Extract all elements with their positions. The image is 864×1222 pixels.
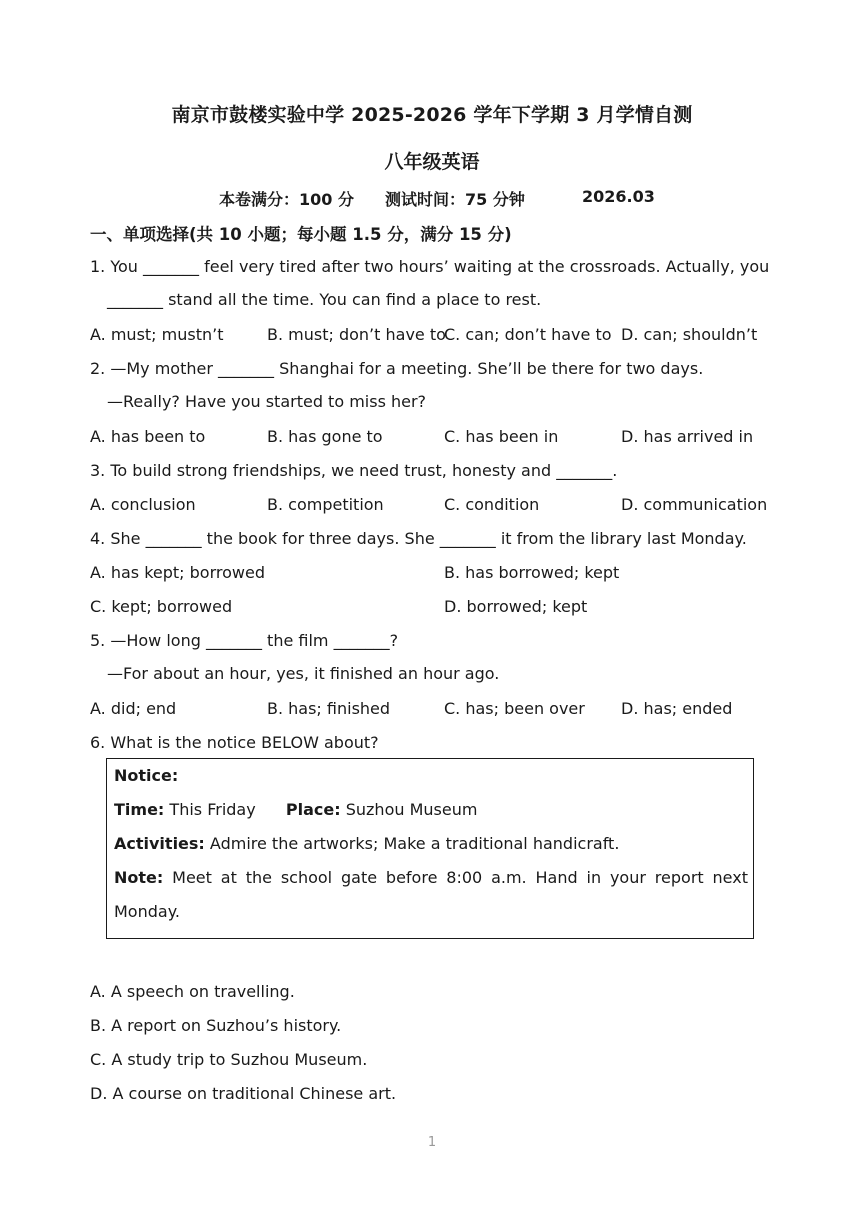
note-word: a.m.	[491, 868, 527, 887]
note-word: the	[245, 868, 272, 887]
notice-time-place	[114, 800, 477, 819]
section-heading: 一、单项选择(共 10 小题；每小题 1.5 分，满分 15 分)	[90, 225, 512, 244]
exam-subtitle: 八年级英语	[384, 151, 480, 173]
notice-note-line2: Monday.	[114, 902, 180, 921]
note-word: your	[609, 868, 646, 887]
note-word: next	[712, 868, 748, 887]
q4-option-a[interactable]: A. has kept; borrowed	[90, 563, 265, 582]
q5-stem-line1: 5. —How long _______ the film _______?	[90, 631, 399, 650]
notice-activities-label: Activities:	[114, 834, 205, 853]
q1-option-d[interactable]: D. can; shouldn’t	[621, 325, 758, 344]
q2-option-d[interactable]: D. has arrived in	[621, 427, 754, 446]
q4-option-c[interactable]: C. kept; borrowed	[90, 597, 233, 616]
page-number: 1	[427, 1135, 437, 1150]
note-word: Hand	[535, 868, 578, 887]
note-word: in	[586, 868, 602, 887]
note-word: report	[654, 868, 704, 887]
note-word: school	[280, 868, 333, 887]
notice-note-line1	[114, 868, 748, 887]
q1-option-a[interactable]: A. must; mustn’t	[90, 325, 224, 344]
q6-option-d[interactable]: D. A course on traditional Chinese art.	[90, 1084, 397, 1103]
test-time: 测试时间：75 分钟	[385, 190, 525, 209]
exam-date: 2026.03	[582, 187, 655, 206]
q5-option-a[interactable]: A. did; end	[90, 699, 177, 718]
q5-option-d[interactable]: D. has; ended	[621, 699, 733, 718]
q6-option-c[interactable]: C. A study trip to Suzhou Museum.	[90, 1050, 368, 1069]
notice-activities-value: Admire the artworks; Make a traditional handicraft.	[209, 834, 620, 853]
q2-stem-line1: 2. —My mother _______ Shanghai for a meeting. She’ll be there for two days.	[90, 359, 704, 378]
q5-option-b[interactable]: B. has; finished	[267, 699, 391, 718]
notice-time-label: Time:	[114, 800, 165, 819]
note-word: gate	[340, 868, 378, 887]
notice-place-value: Suzhou Museum	[345, 800, 478, 819]
q1-stem-line1: 1. You _______ feel very tired after two hours’ waiting at the crossroads. Actually, you	[90, 257, 770, 276]
full-score: 本卷满分：100 分	[219, 190, 354, 209]
q2-option-b[interactable]: B. has gone to	[267, 427, 383, 446]
note-word: before	[385, 868, 438, 887]
q6-option-a[interactable]: A. A speech on travelling.	[90, 982, 295, 1001]
q2-stem-line2: —Really? Have you started to miss her?	[107, 392, 427, 411]
notice-activities	[114, 834, 619, 853]
q4-option-d[interactable]: D. borrowed; kept	[444, 597, 588, 616]
notice-time-value: This Friday	[169, 800, 256, 819]
note-word: Meet	[172, 868, 212, 887]
q3-option-a[interactable]: A. conclusion	[90, 495, 196, 514]
q5-stem-line2: —For about an hour, yes, it finished an hour ago.	[107, 664, 500, 683]
q6-stem: 6. What is the notice BELOW about?	[90, 733, 379, 752]
q1-option-b[interactable]: B. must; don’t have to	[267, 325, 446, 344]
q4-option-b[interactable]: B. has borrowed; kept	[444, 563, 620, 582]
note-word: at	[220, 868, 237, 887]
notice-note-label: Note:	[114, 868, 164, 887]
notice-place-label: Place:	[285, 800, 341, 819]
q3-option-b[interactable]: B. competition	[267, 495, 384, 514]
q3-stem: 3. To build strong friendships, we need trust, honesty and _______.	[90, 461, 618, 480]
q6-option-b[interactable]: B. A report on Suzhou’s history.	[90, 1016, 342, 1035]
q3-option-d[interactable]: D. communication	[621, 495, 768, 514]
q1-option-c[interactable]: C. can; don’t have to	[444, 325, 612, 344]
q3-option-c[interactable]: C. condition	[444, 495, 540, 514]
q5-option-c[interactable]: C. has; been over	[444, 699, 585, 718]
q2-option-a[interactable]: A. has been to	[90, 427, 206, 446]
exam-title: 南京市鼓楼实验中学 2025-2026 学年下学期 3 月学情自测	[171, 104, 693, 126]
q1-stem-line2: _______ stand all the time. You can find a place to rest.	[107, 290, 542, 309]
q2-option-c[interactable]: C. has been in	[444, 427, 559, 446]
q4-stem: 4. She _______ the book for three days. She _______ it from the library last Monday.	[90, 529, 747, 548]
note-word: 8:00	[446, 868, 483, 887]
notice-heading: Notice:	[114, 766, 179, 785]
